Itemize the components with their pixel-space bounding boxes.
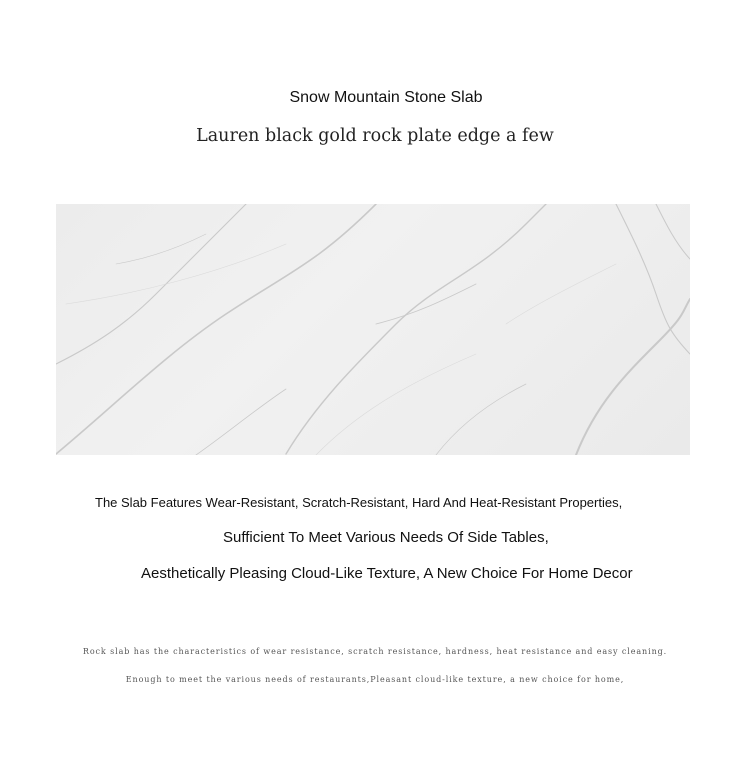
description-line-1: Rock slab has the characteristics of wear resistance, scratch resistance, hardness, heat resistance and easy cleaning. xyxy=(82,647,668,656)
marble-slab-image xyxy=(56,204,690,455)
feature-line-3: Aesthetically Pleasing Cloud-Like Texture, A New Choice For Home Decor xyxy=(141,565,633,582)
description-line-2: Enough to meet the various needs of restaurants,Pleasant cloud-like texture, a new choice for home, xyxy=(125,675,625,684)
feature-line-1: The Slab Features Wear-Resistant, Scratch-Resistant, Hard And Heat-Resistant Properties, xyxy=(95,495,623,510)
page-subtitle: Lauren black gold rock plate edge a few xyxy=(196,126,554,146)
page-title: Snow Mountain Stone Slab xyxy=(289,89,483,106)
feature-line-2: Sufficient To Meet Various Needs Of Side Tables, xyxy=(223,529,549,546)
